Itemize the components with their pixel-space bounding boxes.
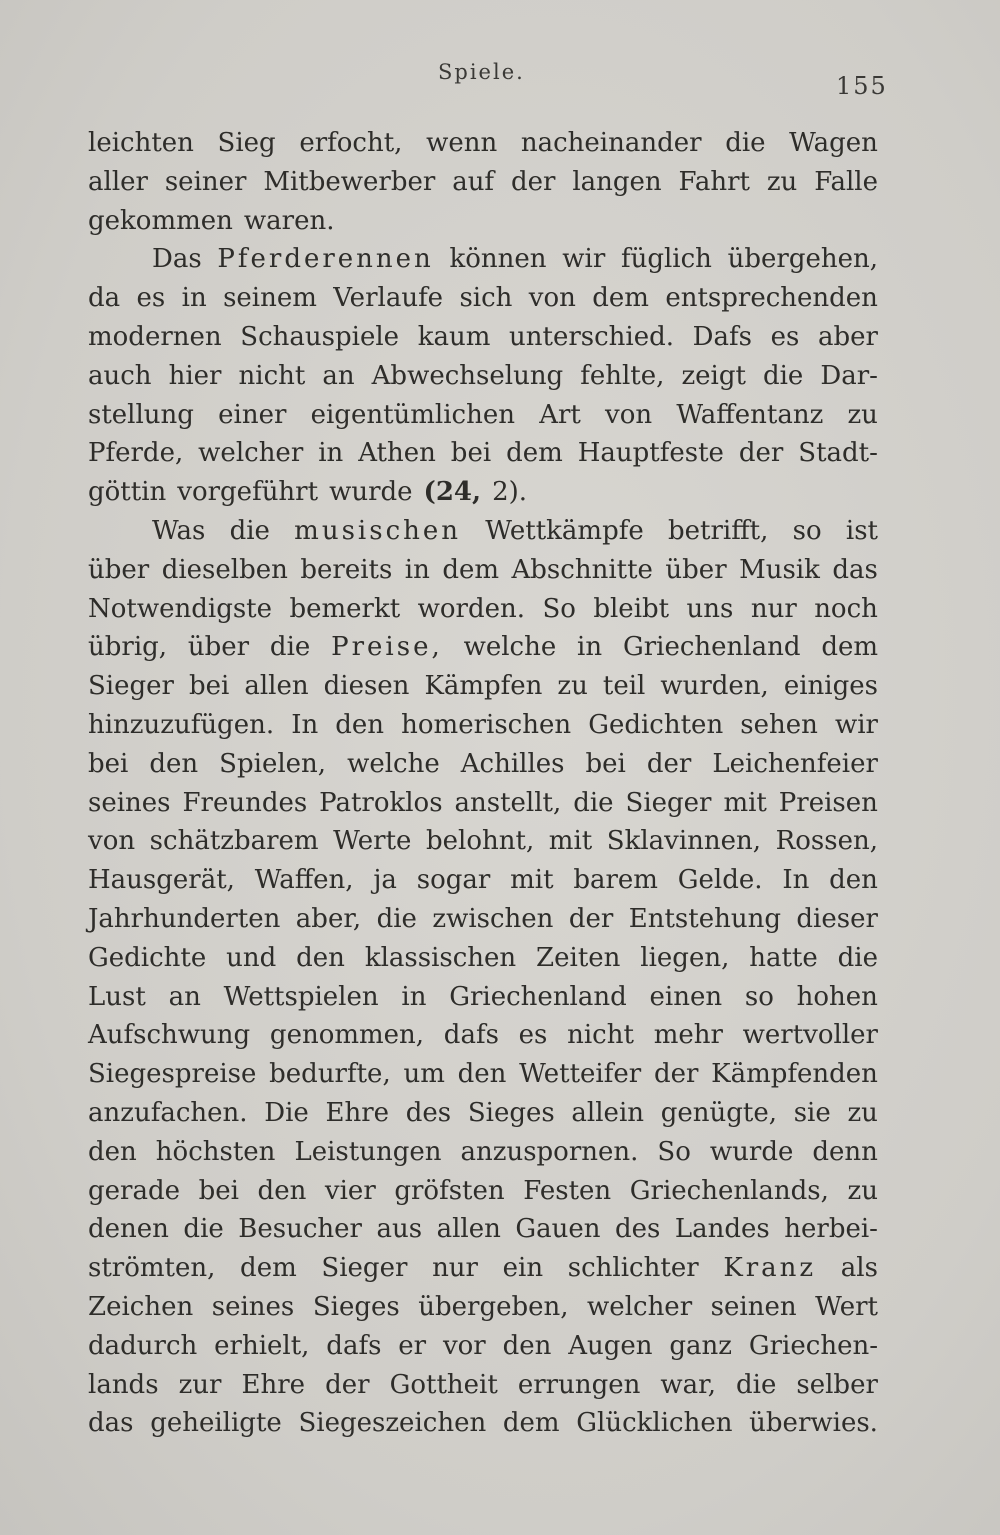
text-line: aller seiner Mitbewerber auf der langen Fahrt zu Falle xyxy=(88,166,878,197)
text-line: bei den Spielen, welche Achilles bei der Leichenfeier xyxy=(88,748,878,779)
text-line: göttin vorgeführt wurde (24, 2). xyxy=(88,477,528,508)
text-line: Das Pferderennen können wir füglich übergehen, xyxy=(152,244,878,275)
text-line: Was die musischen Wettkämpfe betrifft, so ist xyxy=(152,515,878,546)
text-line: Jahrhunderten aber, die zwischen der Entstehung dieser xyxy=(88,903,878,934)
text-line: über dieselben bereits in dem Abschnitte über Musik das xyxy=(88,554,878,585)
text-line: lands zur Ehre der Gottheit errungen war, die selber xyxy=(88,1369,878,1400)
text-line: da es in seinem Verlaufe sich von dem entsprechenden xyxy=(88,283,878,314)
body-text xyxy=(88,124,878,1443)
text-line: gekommen waren. xyxy=(88,205,335,236)
text-line: Pferde, welcher in Athen bei dem Hauptfeste der Stadt- xyxy=(88,438,878,469)
text-line: von schätzbarem Werte belohnt, mit Sklavinnen, Rossen, xyxy=(88,826,878,857)
text-line: denen die Besucher aus allen Gauen des Landes herbei- xyxy=(88,1214,878,1245)
text-line: anzufachen. Die Ehre des Sieges allein genügte, sie zu xyxy=(88,1097,878,1128)
text-line: Notwendigste bemerkt worden. So bleibt uns nur noch xyxy=(88,593,878,624)
text-line: strömten, dem Sieger nur ein schlichter Kranz als xyxy=(88,1253,878,1284)
text-line: stellung einer eigentümlichen Art von Waffentanz zu xyxy=(88,399,878,430)
text-line: Zeichen seines Sieges übergeben, welcher seinen Wert xyxy=(88,1291,878,1322)
text-line: seines Freundes Patroklos anstellt, die Sieger mit Preisen xyxy=(88,787,878,818)
text-line: auch hier nicht an Abwechselung fehlte, zeigt die Dar- xyxy=(88,360,878,391)
running-head xyxy=(0,60,1000,100)
text-line: leichten Sieg erfocht, wenn nacheinander die Wagen xyxy=(88,128,878,158)
text-line: Hausgerät, Waffen, ja sogar mit barem Gelde. In den xyxy=(88,865,878,896)
text-line: Gedichte und den klassischen Zeiten liegen, hatte die xyxy=(88,942,878,973)
text-line: den höchsten Leistungen anzuspornen. So wurde denn xyxy=(88,1136,878,1167)
text-line: Aufschwung genommen, dafs es nicht mehr wertvoller xyxy=(88,1020,878,1051)
text-line: dadurch erhielt, dafs er vor den Augen ganz Griechen- xyxy=(88,1330,878,1361)
running-title: Spiele. xyxy=(438,60,525,84)
page-number: 155 xyxy=(836,72,888,100)
text-line: Lust an Wettspielen in Griechenland einen so hohen xyxy=(88,981,878,1012)
text-line: Sieger bei allen diesen Kämpfen zu teil wurden, einiges xyxy=(88,671,878,702)
text-line: Siegespreise bedurfte, um den Wetteifer der Kämpfenden xyxy=(88,1059,878,1090)
text-line: das geheiligte Siegeszeichen dem Glücklichen überwies. xyxy=(88,1408,878,1439)
text-line: übrig, über die Preise, welche in Griechenland dem xyxy=(88,632,878,663)
text-line: hinzuzufügen. In den homerischen Gedichten sehen wir xyxy=(88,709,878,740)
text-line: modernen Schauspiele kaum unterschied. Dafs es aber xyxy=(88,321,878,352)
text-line: gerade bei den vier gröfsten Festen Griechenlands, zu xyxy=(88,1175,878,1206)
